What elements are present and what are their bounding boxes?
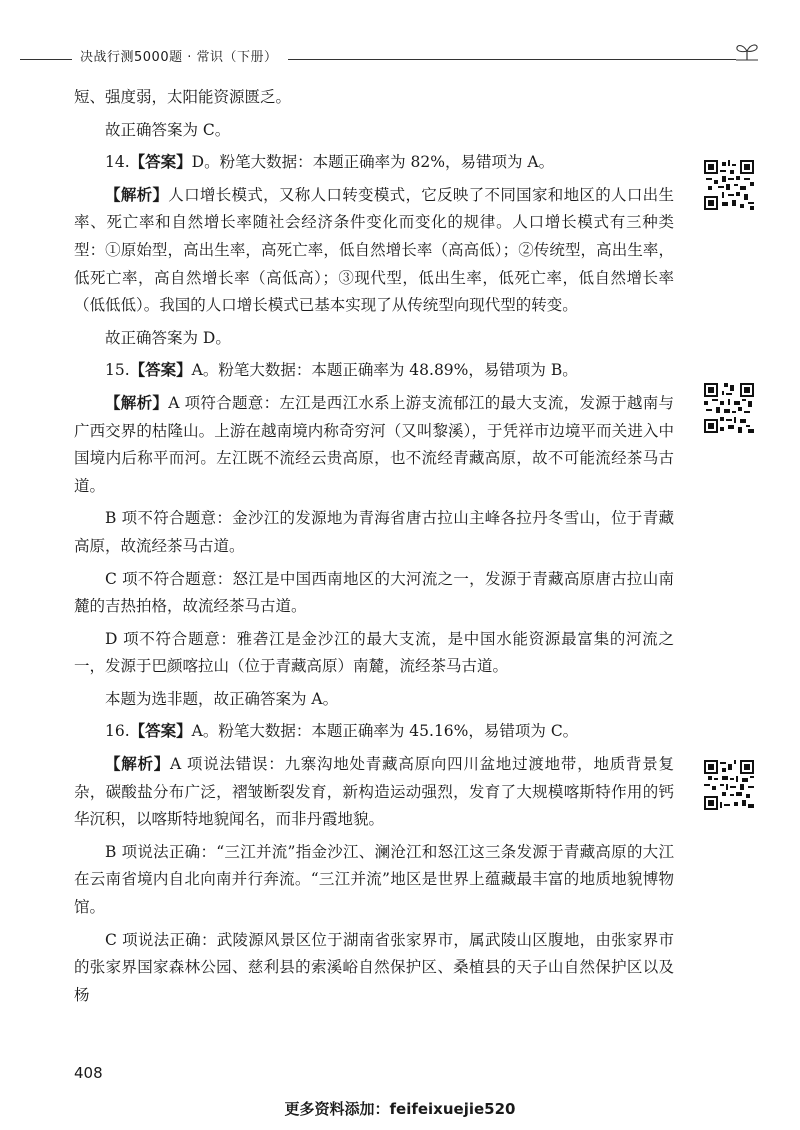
analysis-15: 【解析】A 项符合题意：左江是西江水系上游支流郁江的最大支流，发源于越南与广西交界的枯隆山。上游在越南境内称奇穷河（又叫黎溪），于凭祥市边境平而关进入中国境内后称平而河。左江既不流经云贵高原，也不流经青藏高原，故不可能流经茶马古道。 (74, 393, 674, 495)
header-rule-right (288, 59, 736, 60)
running-header (20, 40, 760, 70)
analysis-14: 【解析】人口增长模式，又称人口转变模式，它反映了不同国家和地区的人口出生率、死亡率和自然增长率随社会经济条件变化而变化的规律。人口增长模式有三种类型：①原始型，高出生率，高死亡率，低自然增长率（高高低）；②传统型，高出生率，低死亡率，高自然增长率（高低高）；③现代型，低出生率，低死亡率，低自然增长率（低低低）。我国的人口增长模式已基本实现了从传统型向现代型的转变。 (74, 185, 674, 315)
conclusion-15: 本题为选非题，故正确答案为 A。 (105, 689, 339, 708)
analysis-15-d: D 项不符合题意：雅砻江是金沙江的最大支流，是中国水能资源最富集的河流之一，发源于巴颜喀拉山（位于青藏高原）南麓，流经茶马古道。 (74, 629, 674, 676)
analysis-15-b: B 项不符合题意：金沙江的发源地为青海省唐古拉山主峰各拉丹冬雪山，位于青藏高原，故流经茶马古道。 (74, 509, 674, 555)
header-title: 决战行测5000题 · 常识（下册） (80, 50, 278, 65)
qr-code-icon[interactable] (704, 160, 754, 210)
page-body (74, 84, 674, 1009)
conclusion-14: 故正确答案为 D。 (105, 328, 231, 347)
page-number: 408 (74, 1064, 103, 1082)
header-rule-left (20, 59, 72, 60)
qr-code-icon[interactable] (704, 760, 754, 810)
answer-14: 14.【答案】D。粉笔大数据：本题正确率为 82%，易错项为 A。 (105, 153, 555, 172)
footer-watermark: 更多资料添加：feifeixuejie520 (284, 1100, 516, 1118)
analysis-16-c: C 项说法正确：武陵源风景区位于湖南省张家界市，属武陵山区腹地，由张家界市的张家界国家森林公园、慈利县的索溪峪自然保护区、桑植县的天子山自然保护区以及杨 (74, 930, 674, 1004)
conclusion-13: 故正确答案为 C。 (105, 120, 231, 139)
paragraph-continued: 短、强度弱，太阳能资源匮乏。 (74, 88, 292, 106)
sprout-icon (732, 40, 762, 68)
analysis-16: 【解析】A 项说法错误：九寨沟地处青藏高原向四川盆地过渡地带，地质背景复杂，碳酸盐分布广泛，褶皱断裂发育，新构造运动强烈，发育了大规模喀斯特作用的钙华沉积，以喀斯特地貌闻名，而非丹霞地貌。 (74, 755, 674, 829)
analysis-15-c: C 项不符合题意：怒江是中国西南地区的大河流之一，发源于青藏高原唐古拉山南麓的吉热拍格，故流经茶马古道。 (74, 569, 674, 616)
analysis-16-b: B 项说法正确：“三江并流”指金沙江、澜沧江和怒江这三条发源于青藏高原的大江在云南省境内自北向南并行奔流。“三江并流”地区是世界上蕴藏最丰富的地质地貌博物馆。 (74, 842, 674, 917)
answer-15: 15.【答案】A。粉笔大数据：本题正确率为 48.89%，易错项为 B。 (105, 361, 578, 380)
answer-16: 16.【答案】A。粉笔大数据：本题正确率为 45.16%，易错项为 C。 (105, 722, 579, 741)
qr-code-icon[interactable] (704, 383, 754, 433)
